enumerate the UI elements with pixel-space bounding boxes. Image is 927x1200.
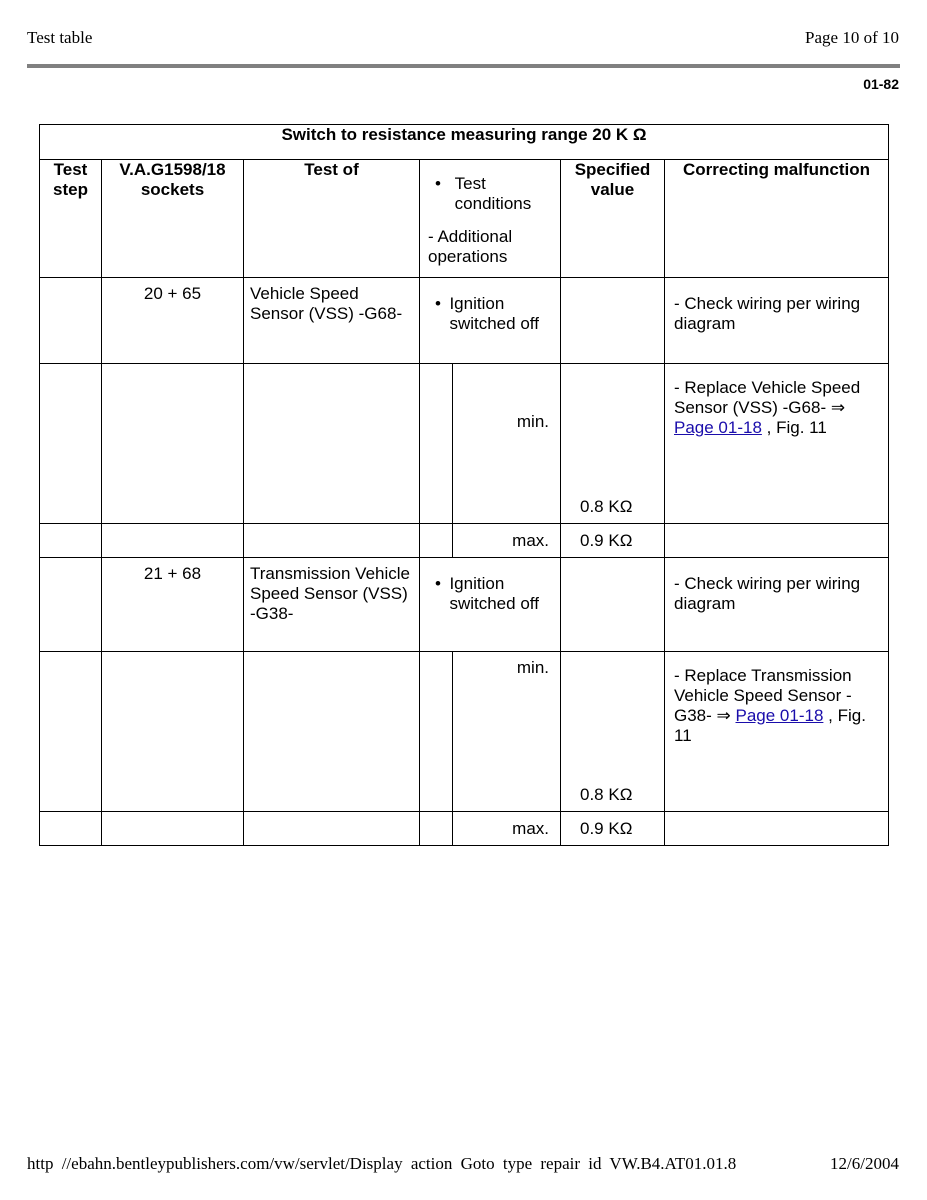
page-01-18-link[interactable]: Page 01-18 bbox=[674, 418, 762, 437]
cell-sockets bbox=[102, 812, 244, 846]
cell-condition-indent bbox=[420, 524, 453, 558]
cell-max-value: 0.9 KΩ bbox=[561, 524, 665, 558]
cell-test-of: Transmission Vehicle Speed Sensor (VSS) -G38- bbox=[244, 558, 420, 652]
table-row bbox=[40, 812, 889, 846]
cell-condition-indent bbox=[420, 652, 453, 812]
cell-replace: - Replace Vehicle Speed Sensor (VSS) -G68- ⇒ Page 01-18 , Fig. 11 bbox=[665, 364, 889, 524]
header-conditions bbox=[420, 160, 561, 278]
header-test-step: Test step bbox=[40, 160, 102, 278]
footer-date: 12/6/2004 bbox=[830, 1154, 899, 1173]
cell-condition: • Ignition switched off bbox=[420, 558, 561, 652]
cell-test-of bbox=[244, 812, 420, 846]
header-test-of: Test of bbox=[244, 160, 420, 278]
cell-step bbox=[40, 524, 102, 558]
header-conditions-extra: - Additional operations bbox=[428, 227, 513, 266]
page-number: Page 10 of 10 bbox=[805, 28, 899, 47]
section-code: 01-82 bbox=[863, 76, 899, 92]
cell-empty bbox=[665, 524, 889, 558]
cell-min-value: 0.8 KΩ bbox=[561, 652, 665, 812]
cell-step bbox=[40, 558, 102, 652]
cell-condition-indent bbox=[420, 812, 453, 846]
cell-test-of bbox=[244, 652, 420, 812]
header-correcting: Correcting malfunction bbox=[665, 160, 889, 278]
cell-max-value: 0.9 KΩ bbox=[561, 812, 665, 846]
cell-check: - Check wiring per wiring diagram bbox=[665, 558, 889, 652]
cell-test-of: Vehicle Speed Sensor (VSS) -G68- bbox=[244, 278, 420, 364]
cell-test-of bbox=[244, 364, 420, 524]
test-table bbox=[39, 124, 889, 846]
cell-max-label: max. bbox=[453, 524, 561, 558]
cell-sockets bbox=[102, 652, 244, 812]
table-row bbox=[40, 278, 889, 364]
cell-step bbox=[40, 812, 102, 846]
cell-max-label: max. bbox=[453, 812, 561, 846]
table-row bbox=[40, 524, 889, 558]
cell-min-label: min. bbox=[453, 364, 561, 524]
cell-condition: • Ignition switched off bbox=[420, 278, 561, 364]
header-specified-value: Specified value bbox=[561, 160, 665, 278]
footer-url: http //ebahn.bentleypublishers.com/vw/servlet/Display action Goto type repair id VW.B4.AT01.01.8 bbox=[27, 1154, 737, 1173]
page-01-18-link[interactable]: Page 01-18 bbox=[735, 706, 824, 725]
cell-condition-indent bbox=[420, 364, 453, 524]
cell-specified bbox=[561, 558, 665, 652]
cell-replace: - Replace Transmission Vehicle Speed Sensor -G38- ⇒ Page 01-18 , Fig. 11 bbox=[665, 652, 889, 812]
cell-step bbox=[40, 364, 102, 524]
cell-empty bbox=[665, 812, 889, 846]
cell-sockets: 21 + 68 bbox=[102, 558, 244, 652]
header-conditions-bullet: • Test conditions bbox=[435, 174, 532, 213]
header-rule bbox=[27, 64, 900, 68]
table-row bbox=[40, 364, 889, 524]
cell-specified bbox=[561, 278, 665, 364]
cell-test-of bbox=[244, 524, 420, 558]
cell-sockets: 20 + 65 bbox=[102, 278, 244, 364]
header-sockets: V.A.G1598/18 sockets bbox=[102, 160, 244, 278]
table-row bbox=[40, 558, 889, 652]
table-title: Switch to resistance measuring range 20 K Ω bbox=[40, 125, 889, 160]
cell-min-label: min. bbox=[453, 652, 561, 812]
table-row bbox=[40, 652, 889, 812]
cell-sockets bbox=[102, 524, 244, 558]
doc-title: Test table bbox=[27, 28, 93, 47]
cell-min-value: 0.8 KΩ bbox=[561, 364, 665, 524]
cell-sockets bbox=[102, 364, 244, 524]
cell-check: - Check wiring per wiring diagram bbox=[665, 278, 889, 364]
cell-step bbox=[40, 278, 102, 364]
cell-step bbox=[40, 652, 102, 812]
